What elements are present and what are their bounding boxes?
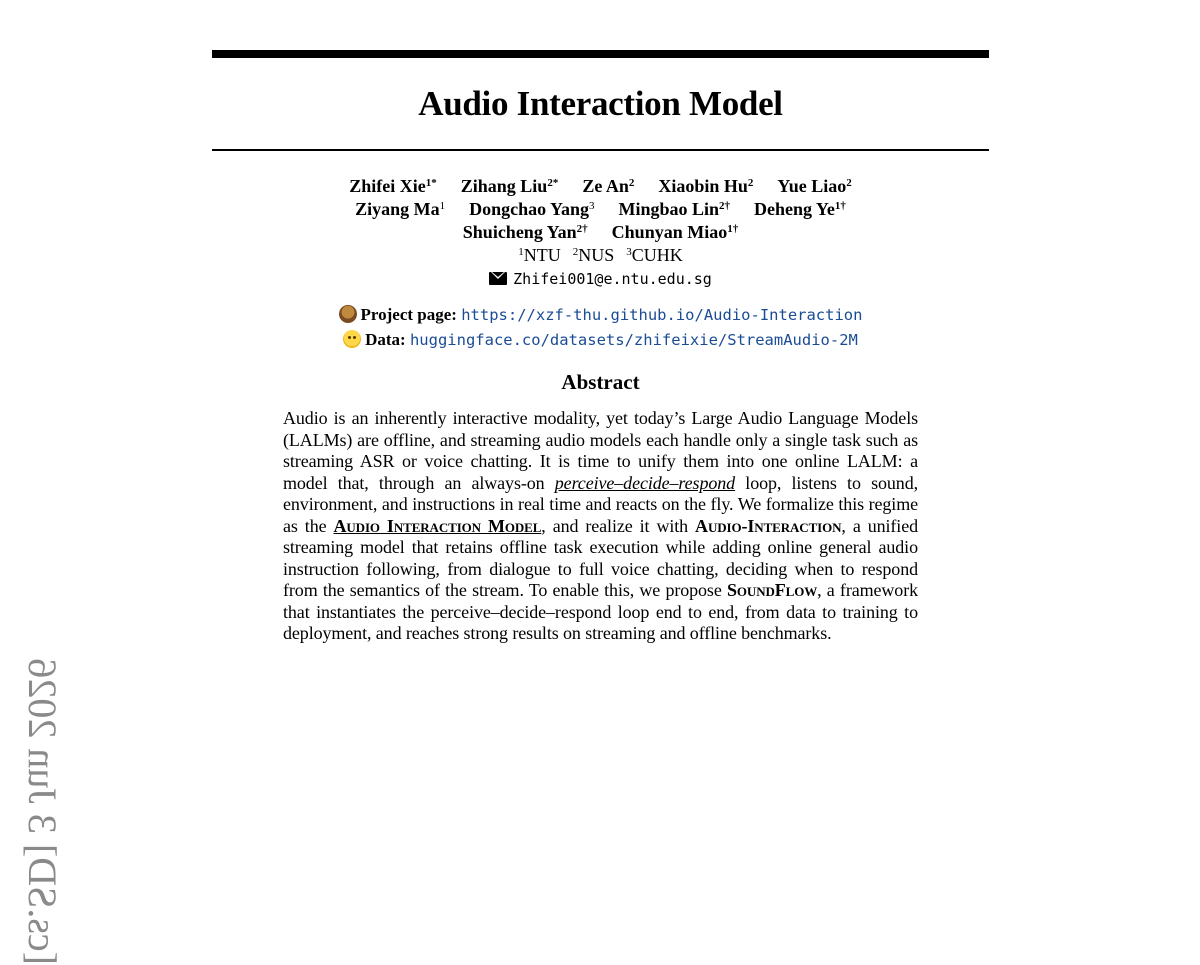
arxiv-stamp xyxy=(20,345,70,965)
author-name: Shuicheng Yan$^{2\dagger}$ xyxy=(462,222,588,242)
author-row-1 xyxy=(212,175,989,198)
author-name: Zihang Liu$^{2*}$ xyxy=(460,176,559,196)
envelope-icon xyxy=(489,272,507,285)
affiliation-number: 2 xyxy=(572,246,579,258)
data-label: Data: xyxy=(365,330,406,349)
author-row-3 xyxy=(212,221,989,244)
affiliation-name: NTU xyxy=(523,245,561,265)
project-emoji-icon xyxy=(339,305,357,323)
author-name: Ze An$^2$ xyxy=(582,176,635,196)
affiliation-name: CUHK xyxy=(631,245,683,265)
abstract-body xyxy=(283,408,918,645)
author-affiliation-mark: 2 xyxy=(747,177,754,189)
email-line xyxy=(212,268,989,290)
project-page-label: Project page: xyxy=(360,305,457,324)
author-affiliation-mark: 1 xyxy=(439,200,446,212)
affiliation xyxy=(573,245,615,265)
abstract-segment: , a unified streaming model that retains offline task execution while adding online general audio instruction following, from dialogue to full voice chatting, deciding when to respond from the semantics of the stream. To enable this, we propose xyxy=(283,515,918,600)
author-affiliation-mark: 2 xyxy=(628,177,635,189)
author-name: Zhifei Xie$^{1*}$ xyxy=(349,176,437,196)
paper-title: Audio Interaction Model xyxy=(418,84,783,123)
abstract-segment: SoundFlow xyxy=(726,580,818,600)
affiliation-number: 1 xyxy=(518,246,524,258)
project-page-line xyxy=(212,302,989,328)
abstract-segment: , and realize it with xyxy=(541,515,696,536)
arxiv-stamp-text: [cs.SD] 3 Jun 2026 xyxy=(20,658,65,965)
hugging-face-icon xyxy=(343,330,361,348)
affiliation xyxy=(518,245,561,265)
abstract-segment: perceive–decide–respond xyxy=(554,472,736,493)
author-affiliation-mark: 1† xyxy=(834,200,846,212)
author-name: Chunyan Miao$^{1\dagger}$ xyxy=(611,222,739,242)
data-link[interactable]: huggingface.co/datasets/zhifeixie/StreamAudio-2M xyxy=(409,331,858,349)
affiliation-name: NUS xyxy=(578,245,615,265)
author-affiliation-mark: 2* xyxy=(547,177,559,189)
abstract-segment: loop, listens to sound, environment, and instructions in real time and reacts on the fly. We formalize this regime as the xyxy=(283,472,918,536)
data-line xyxy=(212,327,989,353)
author-affiliation-mark: 2† xyxy=(576,223,588,235)
author-name: Yue Liao$^2$ xyxy=(777,176,852,196)
affiliation xyxy=(626,245,683,265)
email-address[interactable]: Zhifei001@e.ntu.edu.sg xyxy=(513,270,712,288)
affiliations xyxy=(212,244,989,267)
abstract-segment: Audio-Interaction xyxy=(695,515,842,536)
abstract-segment: Audio Interaction Model xyxy=(333,515,542,536)
author-name: Dongchao Yang$^3$ xyxy=(469,199,595,219)
abstract-segment: Audio is an inherently interactive modality, yet today’s Large Audio Language Models (LALMs) are offline, and streaming audio models each handle only a single task such as streaming ASR or voice chatting. It is time to unify them into one online LALM: a model that, through an always-on xyxy=(283,408,918,493)
author-name: Deheng $Ye^{1\dagger}$ xyxy=(754,199,846,219)
abstract-segment: , a framework that instantiates the perceive–decide–respond loop end to end, from data to training to deployment, and reaches strong results on streaming and offline benchmarks. xyxy=(283,580,918,643)
author-row-2 xyxy=(212,198,989,221)
author-affiliation-mark: 2 xyxy=(846,177,852,189)
affiliation-number: 3 xyxy=(626,246,632,258)
author-affiliation-mark: 1† xyxy=(727,223,739,235)
author-affiliation-mark: 1* xyxy=(425,177,437,189)
author-name: Ziyang Ma$^1$ xyxy=(355,199,446,219)
author-affiliation-mark: 2† xyxy=(719,200,731,212)
author-affiliation-mark: 3 xyxy=(589,200,595,212)
top-rule xyxy=(212,50,989,58)
abstract-heading: Abstract xyxy=(561,370,640,394)
author-name: Xiaobin Hu$^2$ xyxy=(658,176,754,196)
title-rule xyxy=(212,149,989,151)
project-page-link[interactable]: https://xzf-thu.github.io/Audio-Interaction xyxy=(461,306,863,324)
author-name: Mingbao Lin$^{2\dagger}$ xyxy=(618,199,731,219)
